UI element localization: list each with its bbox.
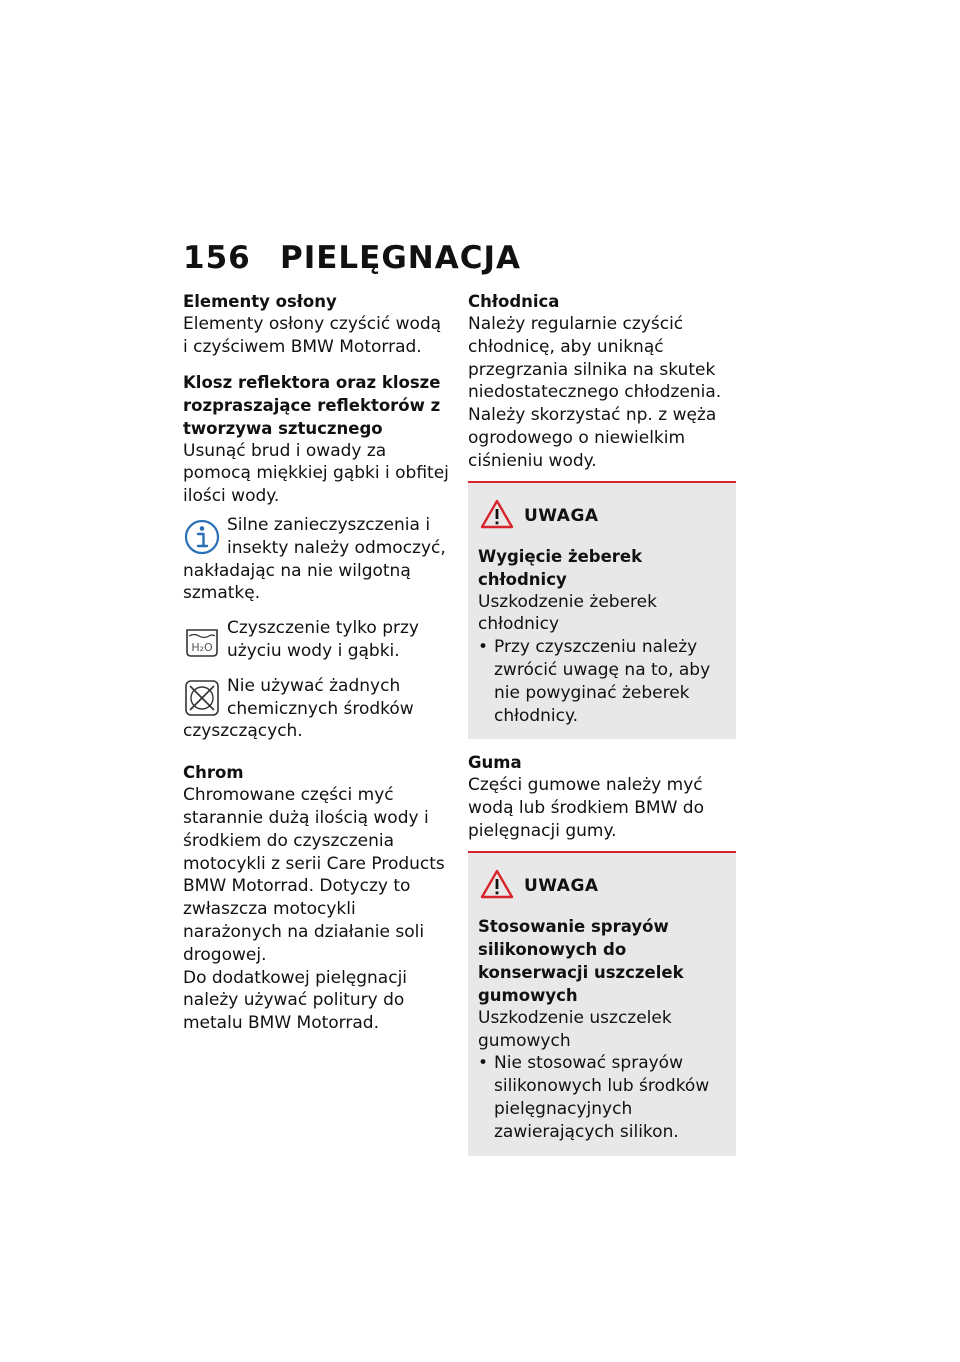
warning-bullet-text: Nie stosować sprayów silikonowych lub środków pielęgnacyjnych zawierających silikon. (494, 1053, 710, 1142)
water-sponge-note (183, 617, 451, 663)
warning-title: Stosowanie sprayów silikonowych do konserwacji uszczelek gumowych (478, 916, 684, 1005)
section-heading-headlight: Klosz reflektora oraz klosze rozpraszające reflektorów z tworzywa sztucznego (183, 372, 441, 438)
info-note-text: Silne zanieczyszczenia i insekty należy odmoczyć, nakładając na nie wilgotną szmatkę. (183, 514, 446, 604)
section-heading-rubber: Guma (468, 753, 522, 773)
section-text-radiator-2: Należy skorzystać np. z węża ogrodowego o niewielkim ciśnieniu wody. (468, 405, 717, 471)
warning-triangle-icon (480, 499, 514, 533)
section-text-rubber: Części gumowe należy myć wodą lub środkiem BMW do pielęgnacji gumy. (468, 775, 704, 841)
section-text-covers: Elementy osłony czyścić wodą i czyściwem BMW Motorrad. (183, 314, 442, 357)
warning-label: UWAGA (524, 875, 599, 896)
section-text-headlight: Usunąć brud i owady za pomocą miękkiej gąbki i obfitej ilości wody. (183, 440, 449, 507)
warning-bullet-text: Przy czyszczeniu należy zwrócić uwagę na to, aby nie powyginać żeberek chłodnicy. (494, 637, 711, 726)
warning-box-radiator (468, 483, 736, 740)
warning-bullet: • Nie stosować sprayów silikonowych lub środków pielęgnacyjnych zawierających silikon. (478, 1052, 726, 1143)
section-heading-radiator: Chłodnica (468, 292, 560, 311)
section-heading-covers: Elementy osłony (183, 292, 337, 311)
warning-triangle-icon (480, 869, 514, 903)
section-text-radiator-1: Należy regularnie czyścić chłodnicę, aby uniknąć przegrzania silnika na skutek niedostatecznego chłodzenia. (468, 314, 722, 403)
warning-text: Uszkodzenie żeberek chłodnicy (478, 591, 657, 635)
section-text-chrome-2: Do dodatkowej pielęgnacji należy używać politury do metalu BMW Motorrad. (183, 967, 408, 1034)
warning-header (480, 869, 726, 903)
page-header (183, 240, 521, 276)
section-text-chrome-1: Chromowane części myć starannie dużą ilością wody i środkiem do czyszczenia motocykli z serii Care Products BMW Motorrad. Dotyczy to zwłaszcza motocykli narażonych na działanie soli drogowej. (183, 785, 445, 965)
section-title: PIELĘGNACJA (280, 240, 522, 276)
water-sponge-text: Czyszczenie tylko przy użyciu wody i gąbki. (227, 618, 419, 661)
right-column (468, 290, 736, 1156)
warning-text: Uszkodzenie uszczelek gumowych (478, 1007, 672, 1051)
warning-label: UWAGA (524, 505, 599, 526)
svg-text:H₂O: H₂O (191, 641, 213, 655)
no-chemicals-note (183, 675, 451, 743)
warning-bullet: • Przy czyszczeniu należy zwrócić uwagę na to, aby nie powyginać żeberek chłodnicy. (478, 636, 726, 727)
no-chemicals-icon (183, 677, 221, 719)
warning-box-rubber (468, 853, 736, 1156)
water-sponge-icon (183, 619, 221, 661)
warning-header (480, 499, 726, 533)
page-number: 156 (183, 240, 251, 276)
info-note (183, 514, 451, 605)
left-column (183, 290, 451, 1035)
no-chemicals-text: Nie używać żadnych chemicznych środków czyszczących. (183, 675, 414, 742)
warning-title: Wygięcie żeberek chłodnicy (478, 546, 643, 589)
info-icon (183, 516, 221, 558)
section-heading-chrome: Chrom (183, 763, 244, 783)
